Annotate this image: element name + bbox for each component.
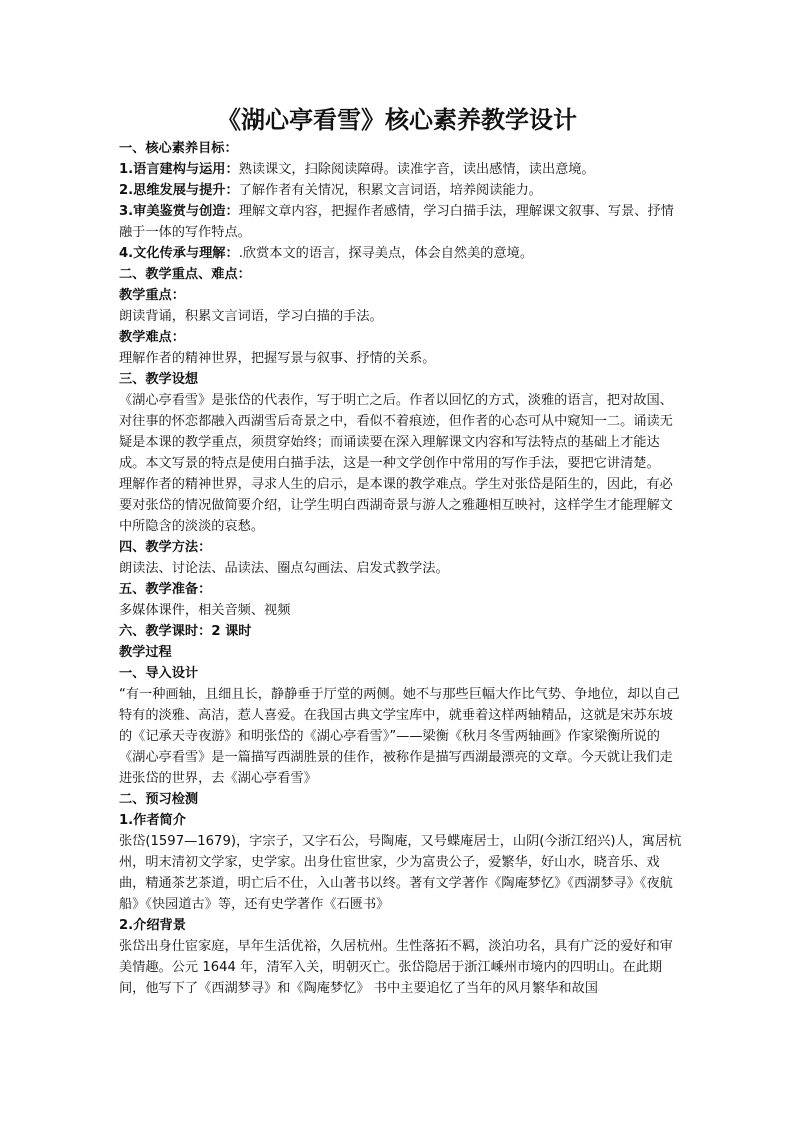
section-heading-concept: 三、教学设想: [119, 372, 199, 387]
section-heading-key-points: 二、教学重点、难点：: [119, 267, 251, 282]
section-heading-methods: 四、教学方法：: [119, 540, 212, 555]
class-hours-value: 2 课时: [211, 624, 252, 639]
section-heading-goals: 一、核心素养目标：: [119, 141, 238, 156]
goal-label: 4.文化传承与理解：: [119, 246, 239, 261]
preparation-text: 多媒体课件，相关音频、视频: [119, 603, 291, 618]
goal-label: 3.审美鉴赏与创造：: [119, 204, 239, 219]
goal-text: 理解文章内容，把握作者感情，学习白描手法，理解课文叙事、写景、抒情融于一体的写作特点。: [119, 204, 674, 240]
goal-item: [119, 180, 685, 201]
author-text: 张岱(1597—1679)，字宗子，又字石公，号陶庵，又号蝶庵居士，山阴(今浙江绍兴)人，寓居杭州，明末清初文学家，史学家。出身仕宦世家，少为富贵公子，爱繁华，好山水，晓音乐、戏曲，精通茶艺茶道，明亡后不仕，入山著书以终。著有文学著作《陶庵梦忆》《西湖梦寻》《夜航船》《快园道古》等，还有史学著作《石匮书》: [119, 834, 682, 912]
intro-heading: 一、导入设计: [119, 666, 199, 681]
concept-paragraph: 理解作者的精神世界，寻求人生的启示，是本课的教学难点。学生对张岱是陌生的，因此，有必要对张岱的情况做简要介绍，让学生明白西湖奇景与游人之雅趣相互映衬，这样学生才能理解文中所隐含的淡淡的哀愁。: [119, 477, 673, 534]
difficulties-text: 理解作者的精神世界，把握写景与叙事、抒情的关系。: [119, 351, 436, 366]
goal-item: [119, 243, 685, 264]
section-heading-class-hours: 六、教学课时：: [119, 624, 212, 639]
process-heading: 教学过程: [119, 645, 172, 660]
goal-text: 了解作者有关情况，积累文言词语，培养阅读能力。: [238, 183, 542, 198]
goal-item: [119, 201, 685, 243]
goal-label: 2.思维发展与提升：: [119, 183, 239, 198]
goal-text: 熟读课文，扫除阅读障碍。读准字音，读出感情，读出意境。: [238, 162, 595, 177]
intro-text: “有一种画轴，且细且长，静静垂于厅堂的两侧。她不与那些巨幅大作比气势、争地位，却以自己特有的淡雅、高洁，惹人喜爱。在我国古典文学宝库中，就垂着这样两轴精品，这就是宋苏东坡的《记承天寺夜游》和明张岱的《湖心亭看雪》”——梁衡《秋月冬雪两轴画》作家梁衡所说的《湖心亭看雪》是一篇描写西湖胜景的佳作，被称作是描写西湖最漂亮的文章。今天就让我们走进张岱的世界，去《湖心亭看雪》: [119, 687, 680, 786]
document-body: [119, 138, 685, 999]
background-heading: 2.介绍背景: [119, 918, 186, 933]
goal-item: [119, 159, 685, 180]
key-points-label: 教学重点：: [119, 288, 185, 303]
goal-label: 1.语言建构与运用：: [119, 162, 239, 177]
document-title: 《湖心亭看雪》核心素养教学设计: [217, 106, 577, 134]
author-heading: 1.作者简介: [119, 813, 186, 828]
difficulties-label: 教学难点：: [119, 330, 185, 345]
concept-paragraph: 《湖心亭看雪》是张岱的代表作，写于明亡之后。作者以回忆的方式，淡雅的语言，把对故国、对往事的怀恋都融入西湖雪后奇景之中，看似不着痕迹，但作者的心态可从中窥知一二。诵读无疑是本课的教学重点，须贯穿始终；而诵读要在深入理解课文内容和写法特点的基础上才能达成。本文写景的特点是使用白描手法，这是一种文学创作中常用的写作手法，要把它讲清楚。: [119, 393, 673, 471]
background-text: 张岱出身仕宦家庭，早年生活优裕，久居杭州。生性落拓不羁，淡泊功名，具有广泛的爱好和审美情趣。公元 1644 年，清军入关，明朝灭亡。张岱隐居于浙江嵊州市境内的四明山。在此期间，他写下了《西湖梦寻》和《陶庵梦忆》 书中主要追忆了当年的风月繁华和故国: [119, 939, 673, 996]
key-points-text: 朗读背诵，积累文言词语，学习白描的手法。: [119, 309, 383, 324]
section-heading-preparation: 五、教学准备：: [119, 582, 212, 597]
methods-text: 朗读法、讨论法、品读法、圈点勾画法、启发式教学法。: [119, 561, 449, 576]
class-hours-line: [119, 621, 685, 642]
goal-text: .欣赏本文的语言，探寻美点，体会自然美的意境。: [238, 246, 534, 261]
preview-heading: 二、预习检测: [119, 792, 199, 807]
